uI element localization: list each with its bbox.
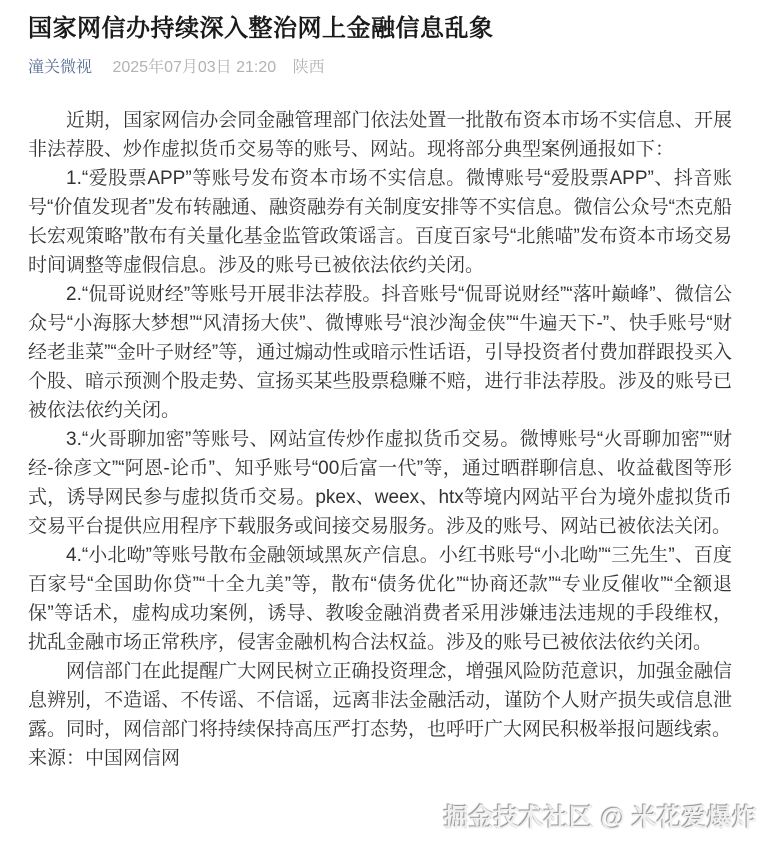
article-paragraph-case-1: 1.“爱股票APP”等账号发布资本市场不实信息。微博账号“爱股票APP”、抖音账号“价值发现者”发布转融通、融资融券有关制度安排等不实信息。微信公众号“杰克船长宏观策略”散布有关量化基金监管政策谣言。百度百家号“北熊喵”发布资本市场交易时间调整等虚假信息。涉及的账号已被依法依约关闭。 — [28, 168, 732, 276]
article-meta — [28, 58, 732, 78]
article-paragraph-case-3: 3.“火哥聊加密”等账号、网站宣传炒作虚拟货币交易。微博账号“火哥聊加密”“财经-徐彦文”“阿恩-论币”、知乎账号“00后富一代”等，通过晒群聊信息、收益截图等形式，诱导网民参与虚拟货币交易。pkex、weex、htx等境内网站平台为境外虚拟货币交易平台提供应用程序下载服务或间接交易服务。涉及的账号、网站已被依法关闭。 — [28, 429, 732, 537]
publish-date: 2025年07月03日 21:20 — [112, 59, 277, 76]
publish-location: 陕西 — [292, 59, 325, 76]
article-body — [28, 106, 732, 773]
watermark: 掘金技术社区 @ 米花爱爆炸 — [443, 804, 757, 832]
source-line: 来源：中国网信网 — [28, 748, 181, 769]
article-paragraph-intro: 近期，国家网信办会同金融管理部门依法处置一批散布资本市场不实信息、开展非法荐股、炒作虚拟货币交易等的账号、网站。现将部分典型案例通报如下： — [28, 110, 732, 160]
page-title: 国家网信办持续深入整治网上金融信息乱象 — [28, 15, 494, 42]
author-link[interactable]: 潼关微视 — [28, 59, 93, 76]
article-paragraph-reminder: 网信部门在此提醒广大网民树立正确投资理念，增强风险防范意识，加强金融信息辨别，不造谣、不传谣、不信谣，远离非法金融活动，谨防个人财产损失或信息泄露。同时，网信部门将持续保持高压严打态势，也呼吁广大网民积极举报问题线索。 — [28, 661, 732, 740]
article-paragraph-case-4: 4.“小北呦”等账号散布金融领域黑灰产信息。小红书账号“小北呦”“三先生”、百度百家号“全国助你贷”“十全九美”等，散布“债务优化”“协商还款”“专业反催收”“全额退保”等话术，虚构成功案例，诱导、教唆金融消费者采用涉嫌违法违规的手段维权，扰乱金融市场正常秩序，侵害金融机构合法权益。涉及的账号已被依法依约关闭。 — [28, 545, 732, 653]
article-paragraph-case-2: 2.“侃哥说财经”等账号开展非法荐股。抖音账号“侃哥说财经”“落叶巅峰”、微信公众号“小海豚大梦想”“风清扬大侠”、微博账号“浪沙淘金侠”“牛遍天下-”、快手账号“财经老韭菜”“金叶子财经”等，通过煽动性或暗示性话语，引导投资者付费加群跟投买入个股、暗示预测个股走势、宣扬买某些股票稳赚不赔，进行非法荐股。涉及的账号已被依法依约关闭。 — [28, 284, 732, 421]
